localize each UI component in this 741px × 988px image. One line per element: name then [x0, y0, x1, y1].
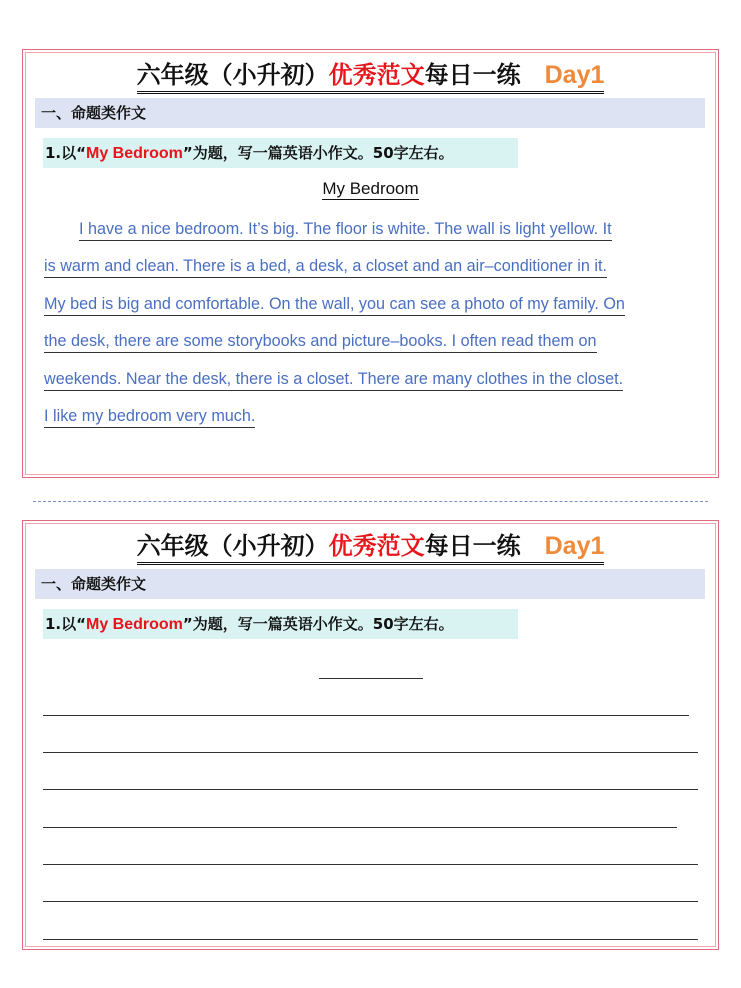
essay-body	[44, 216, 700, 440]
prompt-suffix: ”为题，写一篇英语小作文。50字左右。	[182, 144, 454, 162]
essay-line-text: I have a nice bedroom. It’s big. The floor is white. The wall is light yellow. It	[79, 220, 612, 241]
cut-line-separator	[33, 501, 708, 502]
essay-line-text: I like my bedroom very much.	[44, 407, 255, 428]
title-underline	[137, 60, 605, 94]
essay-title-text: My Bedroom	[322, 179, 419, 198]
title-highlight: 优秀范文	[328, 532, 425, 560]
title-daily: 每日一练	[424, 532, 521, 560]
page-title	[26, 531, 715, 565]
essay-line-text: weekends. Near the desk, there is a closet. There are many clothes in the closet.	[44, 370, 623, 391]
section-heading: 一、命题类作文	[35, 98, 705, 128]
writing-line[interactable]	[43, 827, 677, 828]
prompt-instruction	[43, 138, 518, 168]
essay-line-text: is warm and clean. There is a bed, a desk, a closet and an air–conditioner in it.	[44, 257, 607, 278]
practice-panel	[22, 520, 719, 950]
essay-line	[44, 291, 700, 328]
writing-line[interactable]	[43, 864, 698, 865]
page-title	[26, 60, 715, 94]
panel-inner-border	[25, 523, 716, 947]
writing-line[interactable]	[43, 752, 698, 753]
prompt-topic: My Bedroom	[86, 145, 183, 162]
writing-line[interactable]	[43, 789, 698, 790]
prompt-prefix: 1.以“	[45, 615, 86, 633]
title-blank-line[interactable]	[319, 678, 423, 679]
title-day: Day1	[544, 61, 605, 89]
writing-line[interactable]	[43, 715, 689, 716]
essay-line	[44, 216, 700, 253]
essay-title	[26, 179, 715, 199]
title-grade: 六年级（小升初）	[136, 532, 329, 560]
title-day: Day1	[544, 532, 605, 560]
prompt-prefix: 1.以“	[45, 144, 86, 162]
essay-line	[44, 403, 700, 440]
panel-inner-border	[25, 52, 716, 475]
prompt-instruction	[43, 609, 518, 639]
title-daily: 每日一练	[424, 61, 521, 89]
essay-line-text: My bed is big and comfortable. On the wall, you can see a photo of my family. On	[44, 295, 625, 316]
model-essay-panel	[22, 49, 719, 478]
essay-line	[44, 328, 700, 365]
section-heading: 一、命题类作文	[35, 569, 705, 599]
prompt-topic: My Bedroom	[86, 616, 183, 633]
prompt-suffix: ”为题，写一篇英语小作文。50字左右。	[182, 615, 454, 633]
title-grade: 六年级（小升初）	[136, 61, 329, 89]
title-underline	[137, 531, 605, 565]
essay-line	[44, 366, 700, 403]
essay-line	[44, 253, 700, 290]
title-highlight: 优秀范文	[328, 61, 425, 89]
writing-line[interactable]	[43, 939, 698, 940]
writing-line[interactable]	[43, 901, 698, 902]
essay-line-text: the desk, there are some storybooks and picture–books. I often read them on	[44, 332, 597, 353]
